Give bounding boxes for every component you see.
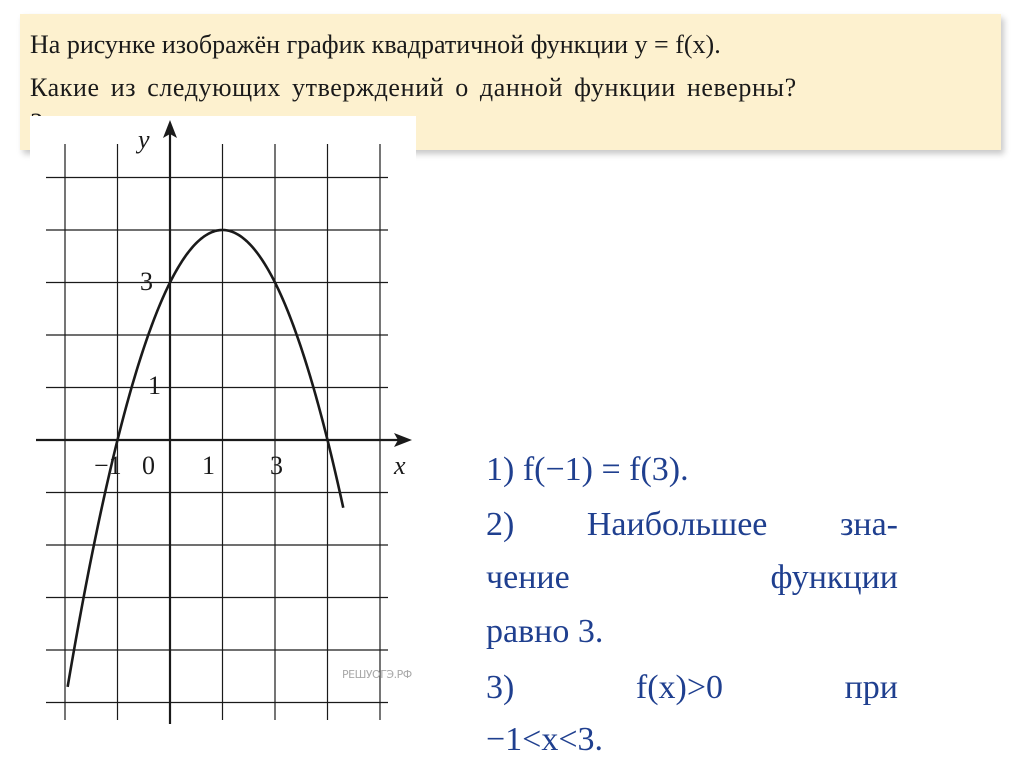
statement-3-line-1 bbox=[486, 668, 898, 708]
y-axis-label: y bbox=[138, 125, 150, 154]
tick-label-x-3: 3 bbox=[270, 451, 283, 480]
statement-1: 1) f(−1) = f(3). bbox=[486, 451, 689, 488]
statement-2-line-3: равно 3. bbox=[486, 613, 604, 650]
statement-2-word: зна- bbox=[839, 506, 898, 543]
tick-label-y-3: 3 bbox=[140, 267, 153, 296]
statement-2-word: функции bbox=[770, 559, 898, 596]
statement-2-word: 2) bbox=[486, 506, 515, 543]
function-graph bbox=[30, 116, 416, 732]
question-line-2: Какие из следующих утверждений о данной функции неверны? bbox=[30, 73, 797, 102]
tick-label-x-neg1: −1 bbox=[94, 451, 122, 480]
statement-2-line-1 bbox=[486, 505, 898, 545]
statement-3-word: 3) bbox=[486, 669, 515, 706]
statement-2-word: чение bbox=[486, 559, 570, 596]
statement-3-word: при bbox=[844, 669, 898, 706]
statement-3-word: f(x)>0 bbox=[635, 669, 724, 706]
question-line-1: На рисунке изображён график квадратичной функции y = f(x). bbox=[30, 30, 721, 59]
x-axis-label: x bbox=[394, 451, 406, 480]
statement-2-line-2 bbox=[486, 558, 898, 598]
tick-label-x-0: 0 bbox=[142, 451, 155, 480]
tick-label-x-1: 1 bbox=[202, 451, 215, 480]
tick-label-y-1: 1 bbox=[148, 371, 161, 400]
watermark: РЕШУОГЭ.РФ bbox=[342, 668, 412, 681]
statement-2-word: Наибольшее bbox=[586, 506, 768, 543]
statement-3-line-2: −1<x<3. bbox=[486, 721, 604, 758]
